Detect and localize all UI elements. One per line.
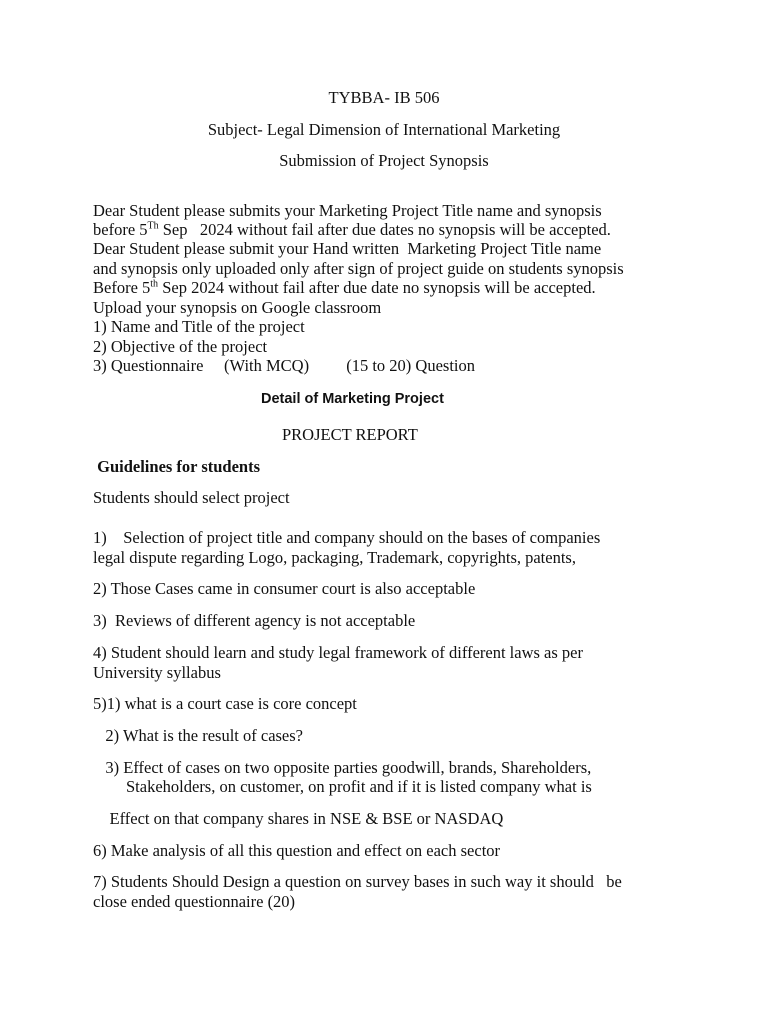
guideline-1-line-1: 1) Selection of project title and company should on the bases of companies xyxy=(93,528,601,547)
guideline-3: 3) Reviews of different agency is not acceptable xyxy=(93,611,416,630)
guideline-7-line-2: close ended questionnaire (20) xyxy=(93,892,296,911)
guideline-2: 2) Those Cases came in consumer court is also acceptable xyxy=(93,579,476,598)
guideline-7-line-1: 7) Students Should Design a question on survey bases in such way it should be xyxy=(93,872,622,891)
intro-line-5-sup: th xyxy=(150,278,159,290)
guidelines-heading: Guidelines for students xyxy=(93,457,261,476)
submission-title: Submission of Project Synopsis xyxy=(279,151,489,170)
guideline-4-line-2: University syllabus xyxy=(93,663,221,682)
report-heading: PROJECT REPORT xyxy=(282,425,418,444)
guideline-4-line-1: 4) Student should learn and study legal framework of different laws as per xyxy=(93,643,583,662)
intro-line-5 xyxy=(93,278,596,298)
guideline-5-3-line-2: Stakeholders, on customer, on profit and if it is listed company what is xyxy=(93,777,592,796)
intro-line-5-post: Sep 2024 without fail after due date no synopsis will be accepted. xyxy=(158,278,596,297)
guideline-5-effect: Effect on that company shares in NSE & BSE or NASDAQ xyxy=(93,809,504,828)
guideline-6: 6) Make analysis of all this question and effect on each sector xyxy=(93,841,501,860)
intro-line-4: and synopsis only uploaded only after sign of project guide on students synopsis xyxy=(93,259,624,278)
intro-line-2-pre: before 5 xyxy=(93,220,148,239)
guideline-5-2: 2) What is the result of cases? xyxy=(93,726,304,745)
course-code: TYBBA- IB 506 xyxy=(328,88,440,107)
guidelines-intro: Students should select project xyxy=(93,488,290,507)
guideline-5-1: 5)1) what is a court case is core concept xyxy=(93,694,357,713)
intro-line-2-post: Sep 2024 without fail after due dates no synopsis will be accepted. xyxy=(158,220,611,239)
synopsis-item: 1) Name and Title of the project xyxy=(93,317,305,336)
intro-line-1: Dear Student please submits your Marketing Project Title name and synopsis xyxy=(93,201,602,220)
guideline-1-line-2: legal dispute regarding Logo, packaging, Trademark, copyrights, patents, xyxy=(93,548,576,567)
intro-line-3: Dear Student please submit your Hand written Marketing Project Title name xyxy=(93,239,602,258)
synopsis-item: 2) Objective of the project xyxy=(93,337,268,356)
guideline-5-3-line-1: 3) Effect of cases on two opposite parties goodwill, brands, Shareholders, xyxy=(93,758,592,777)
subject-title: Subject- Legal Dimension of International Marketing xyxy=(207,120,561,139)
synopsis-item: 3) Questionnaire (With MCQ) (15 to 20) Question xyxy=(93,356,475,375)
intro-line-6: Upload your synopsis on Google classroom xyxy=(93,298,382,317)
intro-line-2-sup: Th xyxy=(147,220,159,232)
intro-line-2 xyxy=(93,220,611,240)
intro-line-5-pre: Before 5 xyxy=(93,278,151,297)
detail-heading: Detail of Marketing Project xyxy=(261,391,444,407)
